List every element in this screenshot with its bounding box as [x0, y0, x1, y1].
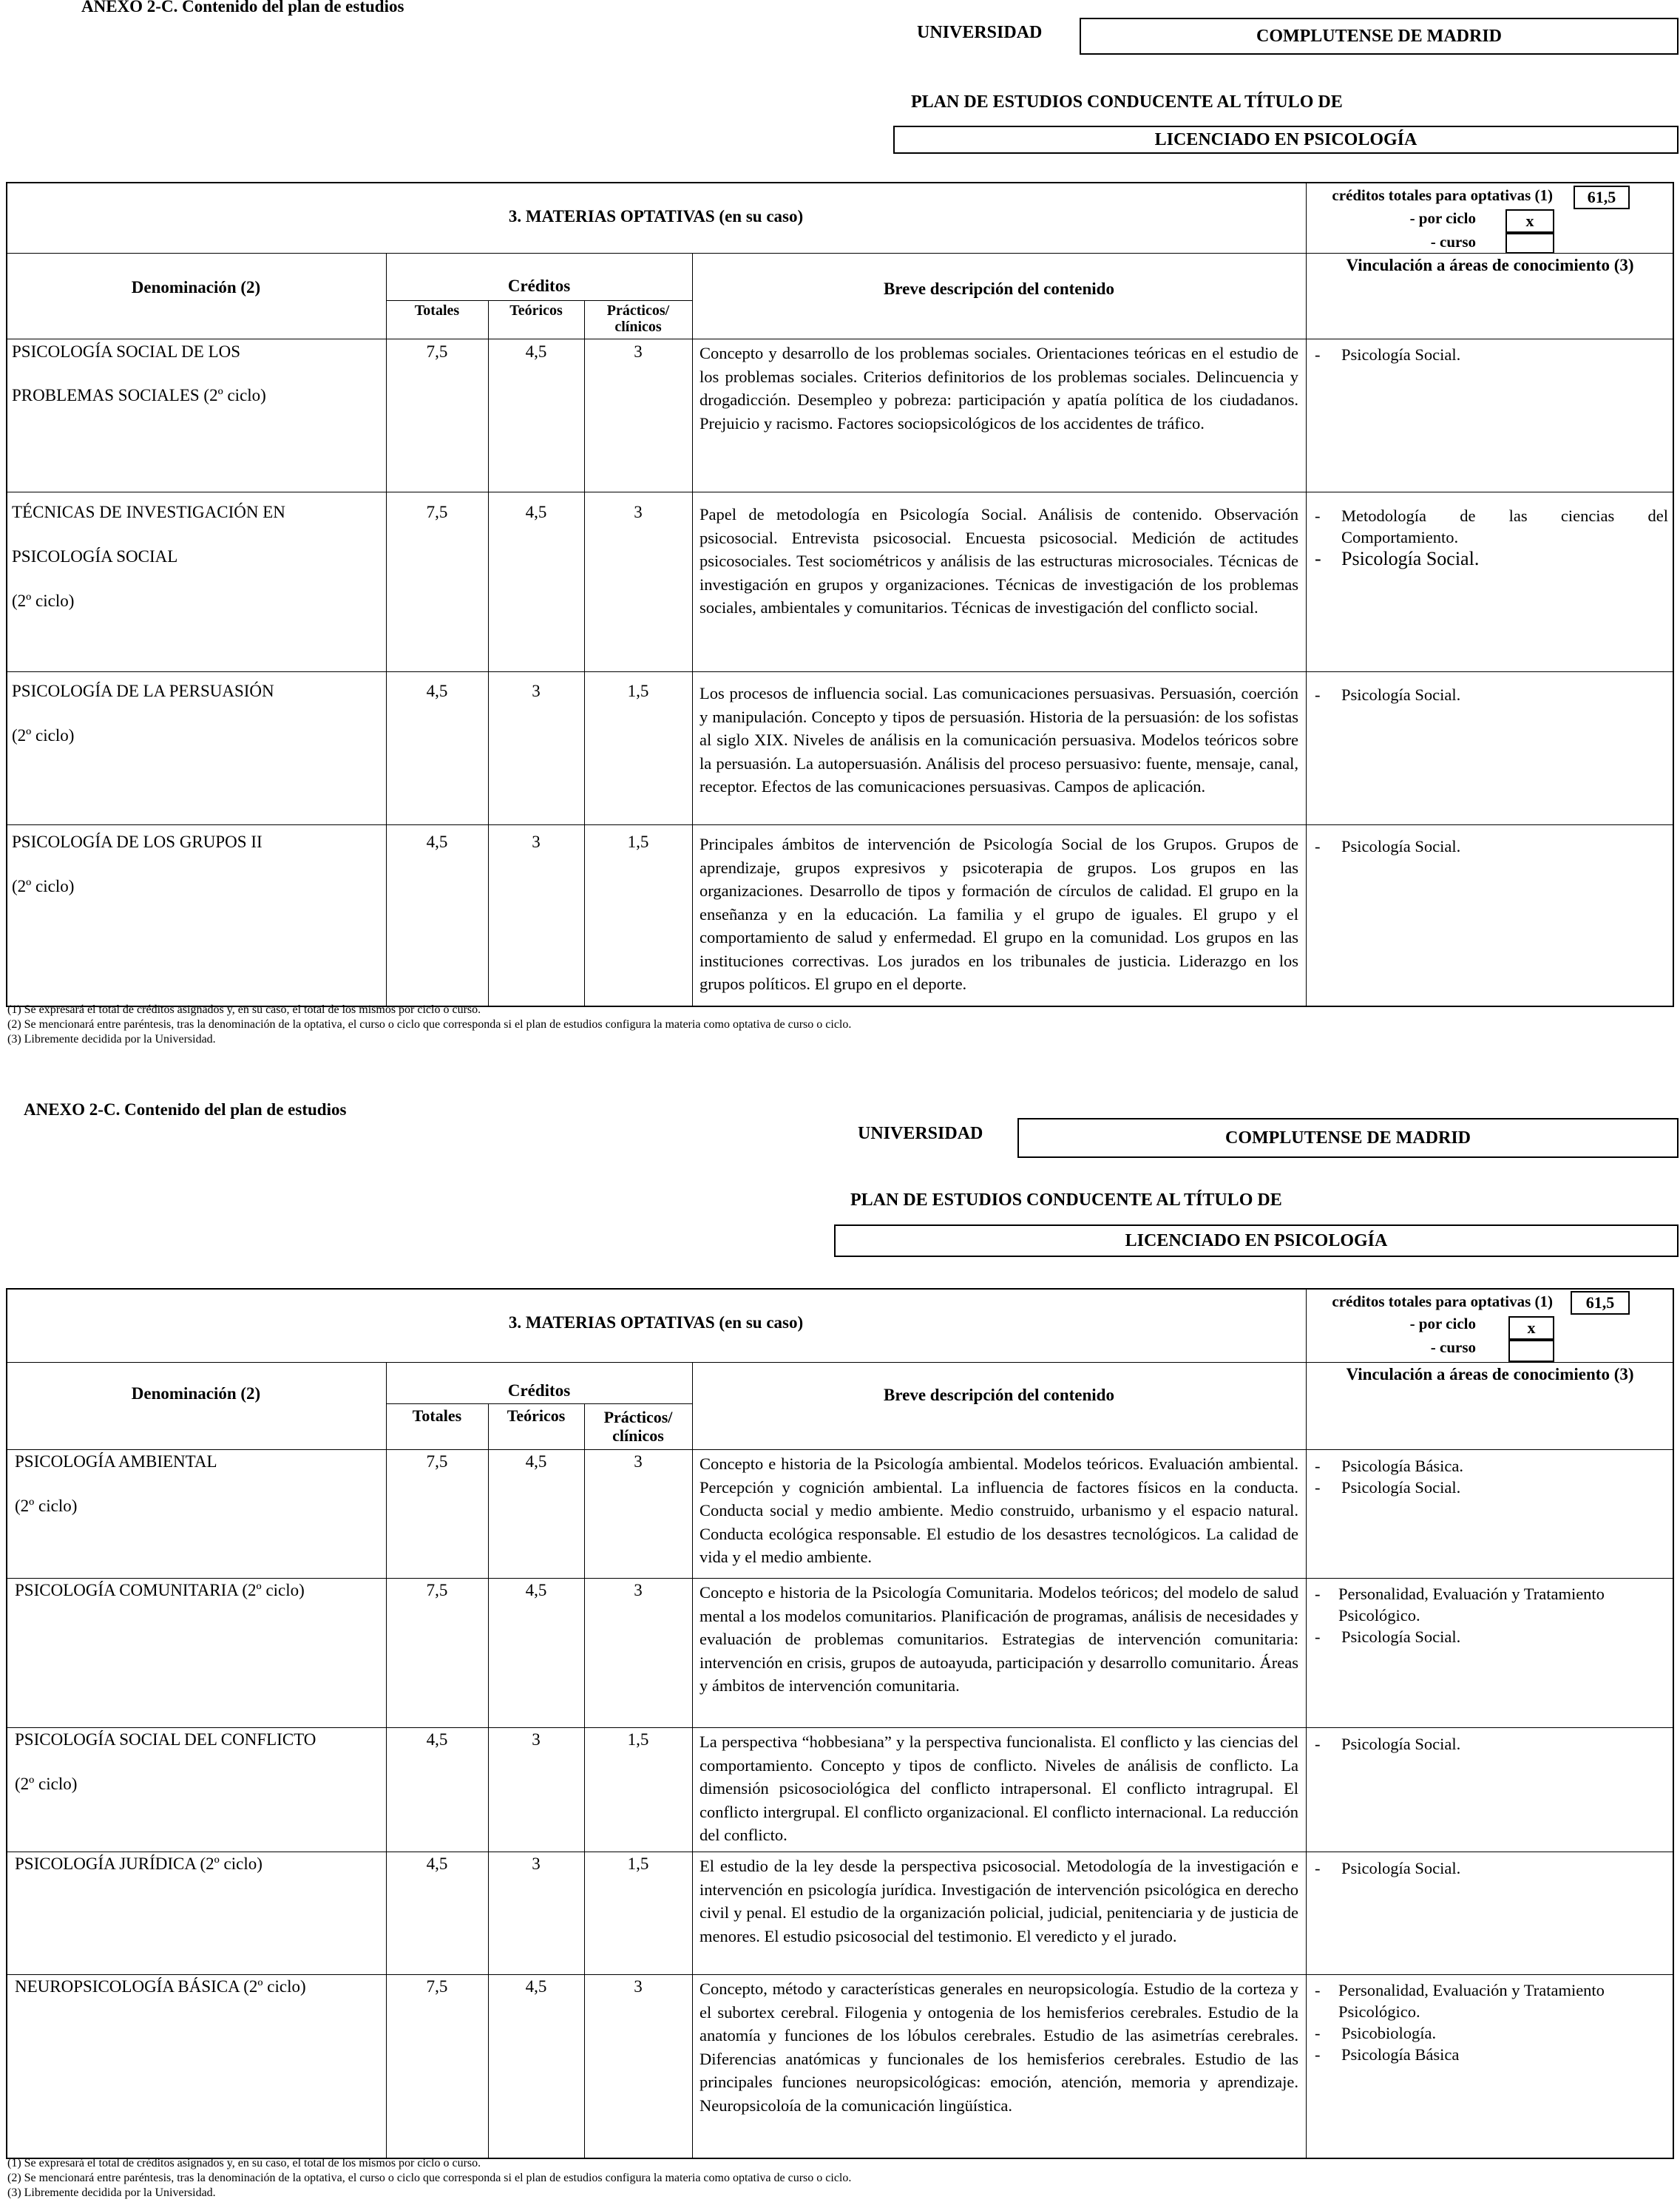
- row-practicos: 3: [634, 342, 643, 361]
- row-practicos: 3: [634, 1452, 643, 1471]
- plan-value: LICENCIADO EN PSICOLOGÍA: [834, 1224, 1679, 1257]
- footnote: (3) Libremente decidida por la Universidad.: [7, 1033, 216, 1046]
- col-creditos: Créditos: [507, 277, 571, 295]
- col-totales: Totales: [414, 302, 460, 319]
- row-name: (2º ciclo): [12, 592, 75, 610]
- row-name: (2º ciclo): [12, 726, 75, 745]
- row-teoricos: 4,5: [525, 1452, 547, 1471]
- row-teoricos: 4,5: [525, 503, 547, 521]
- row-description: Principales ámbitos de intervención de Psicología Social de los Grupos. Grupos de aprendizaje, grupos expresivos y psicoterapia de grupos. Los grupos en las organizaciones. Desarrollo de tipos y formación de círculos de calidad. El grupo en la enseñanza y en la educación. La familia y el grupo de iguales. El grupo y el comportamiento de salud y enfermedad. El grupo en la comunidad. Los grupos en las instituciones correctivas. Los jurados en los tribunales de justicia. Liderazgo en los grupos políticos. El grupo en el deporte.: [700, 835, 1298, 993]
- row-practicos: 1,5: [627, 833, 649, 851]
- row-areas: [1306, 344, 1668, 365]
- section-title: 3. MATERIAS OPTATIVAS (en su caso): [508, 207, 804, 226]
- row-name: PSICOLOGÍA COMUNITARIA (2º ciclo): [15, 1581, 305, 1599]
- row-name: (2º ciclo): [15, 1497, 78, 1515]
- area-item: - Psicología Social.: [1306, 1733, 1668, 1755]
- area-item: - Personalidad, Evaluación y Tratamiento Psicológico.: [1306, 1583, 1676, 1626]
- row-areas: [1306, 1455, 1668, 1498]
- row-description: Concepto, método y características generales en neuropsicología. Estudio de la corteza y el subortex cerebral. Filogenia y ontogenia de los hemisferios cerebrales. Estudio de la anatomía y funciones de los lóbulos cerebrales. Estudio de las asimetrías cerebrales. Diferencias anatómicas y funcionales de los hemisferios cerebrales. Estudio de las principales funciones neuropsicológicas: emoción, atención, memoria y aprendizaje. Neuropsicoloía de la comunicación lingüística.: [700, 1979, 1298, 2115]
- row-totales: 7,5: [426, 1581, 448, 1599]
- university-value: COMPLUTENSE DE MADRID: [1017, 1118, 1679, 1158]
- area-item: - Psicología Básica.: [1306, 1455, 1668, 1477]
- col-descripcion: Breve descripción del contenido: [884, 1386, 1114, 1404]
- col-practicos: Prácticos/ clínicos: [606, 302, 670, 335]
- footnote: (1) Se expresará el total de créditos asignados y, en su caso, el total de los mismos por ciclo o curso.: [7, 1003, 481, 1016]
- row-totales: 4,5: [426, 682, 448, 700]
- col-totales: Totales: [412, 1406, 462, 1425]
- row-totales: 7,5: [426, 1977, 448, 1996]
- row-name: (2º ciclo): [12, 877, 75, 895]
- row-areas: [1306, 836, 1668, 857]
- col-denominacion: Denominación (2): [131, 1384, 261, 1403]
- section-title: 3. MATERIAS OPTATIVAS (en su caso): [508, 1313, 804, 1332]
- row-name: PROBLEMAS SOCIALES (2º ciclo): [12, 386, 266, 404]
- annex-title: ANEXO 2-C. Contenido del plan de estudios: [81, 0, 404, 16]
- row-name: PSICOLOGÍA SOCIAL: [12, 547, 178, 566]
- university-label: UNIVERSIDAD: [917, 23, 1043, 42]
- area-item: - Personalidad, Evaluación y Tratamiento Psicológico.: [1306, 1979, 1676, 2022]
- row-description: Concepto e historia de la Psicología Comunitaria. Modelos teóricos; del modelo de salud mental a los modelos comunitarios. Planificación de programas, análisis de necesidades y evaluación de problemas comunitarios. Estrategias de intervención comunitaria: intervención en crisis, grupos de autoayuda, participación y desarrollo comunitario. Áreas y ámbitos de intervención comunitaria.: [700, 1583, 1298, 1695]
- row-practicos: 1,5: [627, 682, 649, 700]
- area-item: - Psicología Social.: [1306, 836, 1668, 857]
- row-practicos: 3: [634, 503, 643, 521]
- row-teoricos: 3: [532, 682, 541, 700]
- area-item: - Psicología Social.: [1306, 1857, 1668, 1879]
- footnote: (3) Libremente decidida por la Universidad.: [7, 2186, 216, 2199]
- row-totales: 7,5: [426, 1452, 448, 1471]
- col-descripcion: Breve descripción del contenido: [884, 280, 1114, 298]
- col-teoricos: Teóricos: [509, 302, 563, 319]
- footnote: (2) Se mencionará entre paréntesis, tras la denominación de la optativa, el curso o ciclo que corresponda si el plan de estudios configura la materia como optativa de curso o ciclo.: [7, 1018, 852, 1031]
- area-item: - Psicobiología.: [1306, 2022, 1676, 2044]
- row-totales: 4,5: [426, 1730, 448, 1749]
- curso-value: [1508, 1340, 1554, 1362]
- row-description: La perspectiva “hobbesiana” y la perspectiva funcionalista. El conflicto y las ciencias del comportamiento. Concepto y tipos de conflicto. Niveles de análisis de conflicto. La dimensión psicosociológica del conflicto intrapersonal. El conflicto intragrupal. El conflicto intergrupal. El conflicto organizacional. El conflicto internacional. La reducción del conflicto.: [700, 1732, 1298, 1844]
- row-practicos: 1,5: [627, 1730, 649, 1749]
- row-totales: 7,5: [426, 342, 448, 361]
- annex-title: ANEXO 2-C. Contenido del plan de estudios: [24, 1100, 347, 1119]
- por-ciclo-label: - por ciclo: [1409, 209, 1476, 227]
- col-practicos: Prácticos/ clínicos: [603, 1408, 673, 1445]
- plan-label: PLAN DE ESTUDIOS CONDUCENTE AL TÍTULO DE: [911, 92, 1343, 112]
- row-teoricos: 4,5: [525, 1977, 547, 1996]
- row-description: Los procesos de influencia social. Las comunicaciones persuasivas. Persuasión, coerción y manipulación. Concepto y tipos de persuasión. Historia de la persuasión: de los sofistas al siglo XIX. Niveles de análisis en la comunicación persuasiva. Modelos teóricos sobre la persuasión. La autopersuasión. Análisis del proceso persuasivo: fuente, mensaje, canal, receptor. Efectos de las comunicaciones persuasivas. Campos de aplicación.: [700, 684, 1298, 796]
- area-item: - Psicología Social.: [1306, 1626, 1676, 1647]
- area-item: - Psicología Social.: [1306, 548, 1668, 569]
- col-vinculacion: Vinculación a áreas de conocimiento (3): [1346, 1365, 1634, 1383]
- area-item: - Metodología de las ciencias del Comportamiento.: [1306, 505, 1668, 548]
- row-name: PSICOLOGÍA JURÍDICA (2º ciclo): [15, 1854, 262, 1873]
- row-description: Papel de metodología en Psicología Social. Análisis de contenido. Observación psicosocial. Entrevista psicosocial. Encuesta psicosocial. Medición de actitudes psicosociales. Test sociométricos y análisis de las estructuras microsociales. Técnicas de investigación en grupos y organizaciones. Técnicas de investigación de los problemas sociales, ambientales y comunitarios. Técnicas de investigación del conflicto social.: [700, 505, 1298, 617]
- row-name: (2º ciclo): [15, 1775, 78, 1793]
- page-2: [0, 1094, 1680, 2202]
- row-description: Concepto y desarrollo de los problemas sociales. Orientaciones teóricas en el estudio de los problemas sociales. Criterios definitorios de los problemas sociales. Delincuencia y drogadicción. Desempleo y pobreza: participación y apatía política de los ciudadanos. Prejuicio y racismo. Factores sociopsicológicos de los accidentes de tráfico.: [700, 344, 1298, 433]
- area-item: - Psicología Social.: [1306, 344, 1668, 365]
- footnote: (1) Se expresará el total de créditos asignados y, en su caso, el total de los mismos por ciclo o curso.: [7, 2157, 481, 2169]
- university-value: COMPLUTENSE DE MADRID: [1080, 18, 1679, 55]
- row-name: PSICOLOGÍA AMBIENTAL: [15, 1452, 217, 1471]
- row-name: PSICOLOGÍA DE LOS GRUPOS II: [12, 833, 262, 851]
- row-description: El estudio de la ley desde la perspectiva psicosocial. Metodología de la investigación e intervención en psicología jurídica. Investigación de intervención psicológica en derecho civil y penal. El estudio de la organización policial, judicial, penitenciaria y de justicia de menores. El estudio psicosocial del testimonio. El veredicto y el jurado.: [700, 1857, 1298, 1945]
- col-denominacion: Denominación (2): [131, 278, 261, 297]
- row-totales: 4,5: [426, 833, 448, 851]
- row-totales: 4,5: [426, 1854, 448, 1873]
- page-1: [0, 0, 1680, 1065]
- row-name: NEUROPSICOLOGÍA BÁSICA (2º ciclo): [15, 1977, 306, 1996]
- col-teoricos: Teóricos: [507, 1406, 566, 1425]
- credits-total-label: créditos totales para optativas (1): [1332, 1293, 1553, 1310]
- row-totales: 7,5: [426, 503, 448, 521]
- row-areas: [1306, 1979, 1676, 2065]
- por-ciclo-label: - por ciclo: [1409, 1315, 1476, 1332]
- university-label: UNIVERSIDAD: [858, 1124, 983, 1143]
- row-practicos: 3: [634, 1977, 643, 1996]
- row-teoricos: 4,5: [525, 342, 547, 361]
- credits-total-value: 61,5: [1571, 1291, 1630, 1315]
- row-teoricos: 3: [532, 833, 541, 851]
- row-name: PSICOLOGÍA SOCIAL DE LOS: [12, 342, 241, 361]
- row-name: PSICOLOGÍA DE LA PERSUASIÓN: [12, 682, 274, 700]
- col-creditos: Créditos: [507, 1381, 571, 1400]
- por-ciclo-value: x: [1508, 1316, 1554, 1340]
- row-areas: [1306, 1733, 1668, 1755]
- footnote: (2) Se mencionará entre paréntesis, tras la denominación de la optativa, el curso o ciclo que corresponda si el plan de estudios configura la materia como optativa de curso o ciclo.: [7, 2172, 852, 2184]
- row-practicos: 3: [634, 1581, 643, 1599]
- area-item: - Psicología Social.: [1306, 1477, 1668, 1498]
- curso-label: - curso: [1430, 233, 1476, 251]
- row-areas: [1306, 505, 1668, 569]
- por-ciclo-value: x: [1505, 209, 1554, 233]
- col-vinculacion: Vinculación a áreas de conocimiento (3): [1346, 256, 1634, 274]
- plan-value: LICENCIADO EN PSICOLOGÍA: [893, 126, 1679, 154]
- row-name: TÉCNICAS DE INVESTIGACIÓN EN: [12, 503, 285, 521]
- plan-label: PLAN DE ESTUDIOS CONDUCENTE AL TÍTULO DE: [850, 1190, 1282, 1210]
- row-practicos: 1,5: [627, 1854, 649, 1873]
- area-item: - Psicología Básica: [1306, 2044, 1676, 2065]
- row-areas: [1306, 684, 1668, 705]
- area-item: - Psicología Social.: [1306, 684, 1668, 705]
- row-description: Concepto e historia de la Psicología ambiental. Modelos teóricos. Evaluación ambiental. Percepción y cognición ambiental. La influencia de factores físicos en la conducta. Conducta social y medio ambiente. Medio construido, urbanismo y el espacio natural. Conducta ecológica responsable. El estudio de los desastres tecnológicos. La calidad de vida y el medio ambiente.: [700, 1454, 1298, 1566]
- row-teoricos: 3: [532, 1730, 541, 1749]
- credits-total-value: 61,5: [1574, 186, 1630, 209]
- curso-label: - curso: [1430, 1338, 1476, 1356]
- row-name: PSICOLOGÍA SOCIAL DEL CONFLICTO: [15, 1730, 316, 1749]
- row-areas: [1306, 1857, 1668, 1879]
- row-areas: [1306, 1583, 1676, 1647]
- row-teoricos: 3: [532, 1854, 541, 1873]
- credits-total-label: créditos totales para optativas (1): [1332, 186, 1553, 204]
- row-teoricos: 4,5: [525, 1581, 547, 1599]
- curso-value: [1505, 233, 1554, 254]
